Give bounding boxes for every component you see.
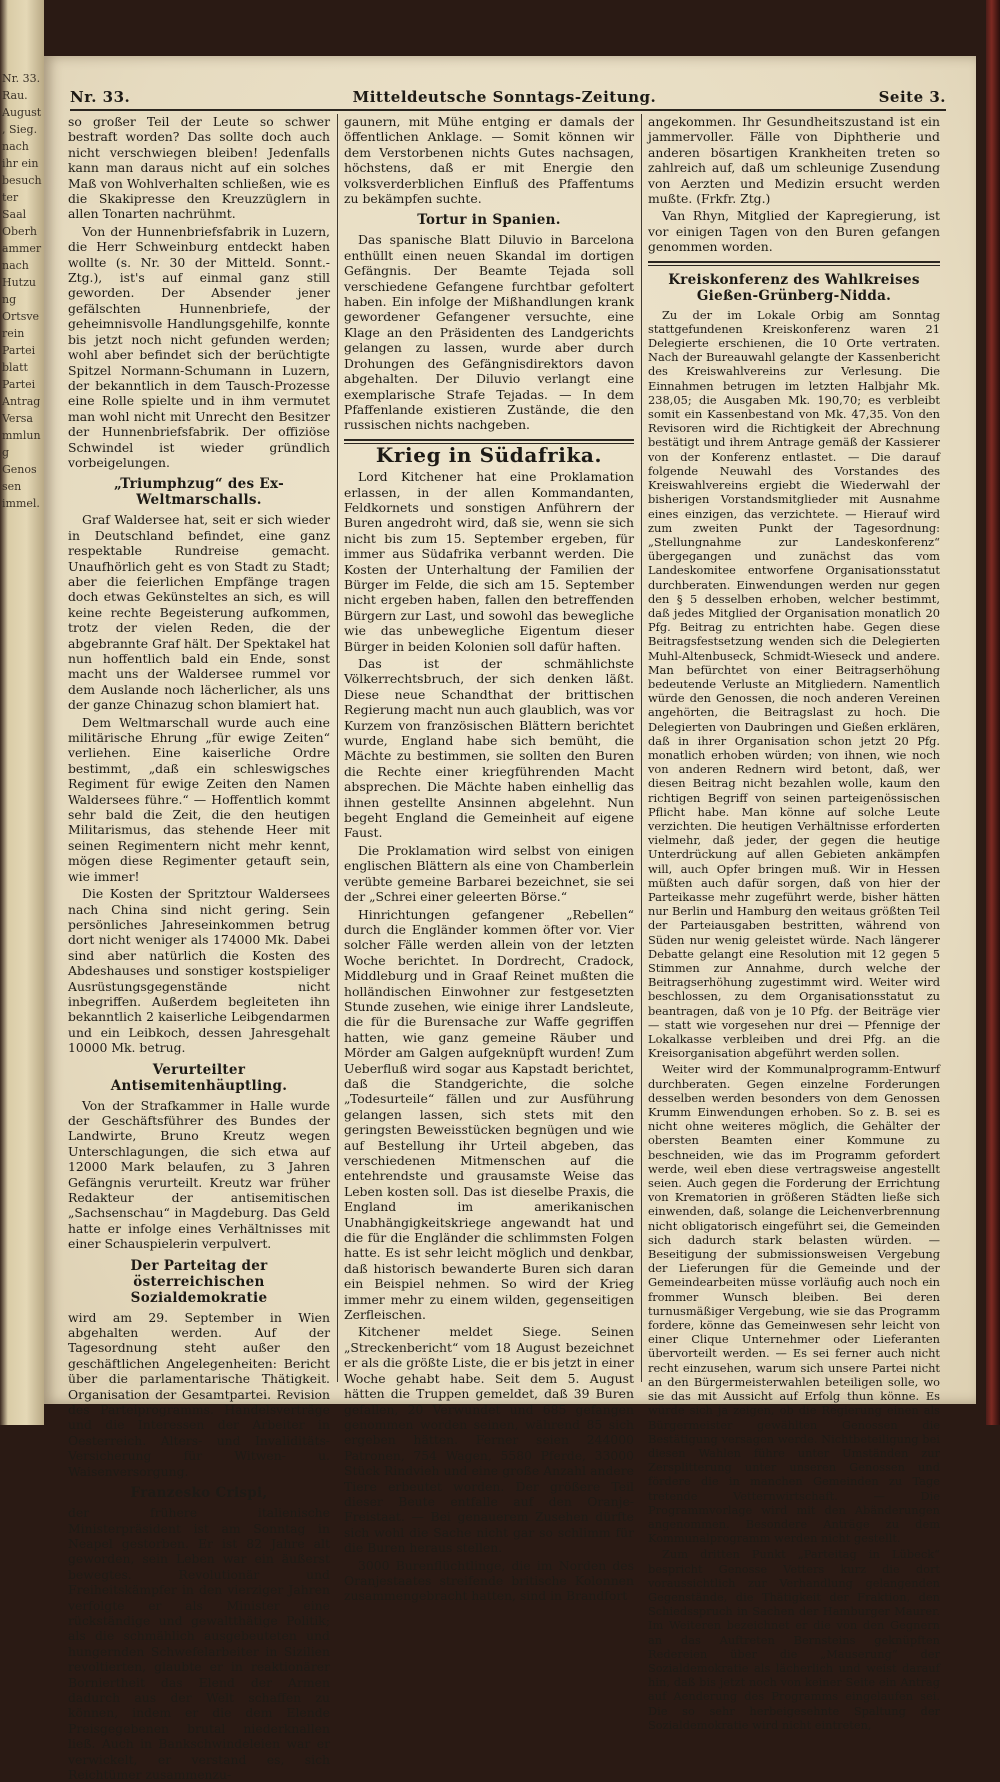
page-header (70, 84, 946, 111)
article-paragraph: Kitchener meldet Siege. Seinen „Streckenbericht“ vom 18 August bezeichnet er als die größte Liste, die er bis jetzt in einer Woche gehabt habe. Seit dem 5. August hätten die Truppen gemeldet, daß 39 Buren gefallen, 20 Verwundet und 685 gefangen genommen worden seinen, während 85 sich ergeben hätten. Ferner seien 244000 Patronen, 754 Wagen, 5580 Pferde, 33000 Stück Rindvieh und eine große Anzahl andere Tiere erbeutet worden. Der größere Teil dieser Beute entfalle auf den Oranje-Freistaat. — Bei genauerem Zusehen dürfte sich wohl die Sache nicht gar so schlimm für die Buren heraus stellen. (344, 1324, 634, 1556)
column-divider (641, 114, 642, 1382)
section-rule (648, 265, 940, 266)
article-paragraph: Hinrichtungen gefangener „Rebellen“ durch die Engländer kommen öfter vor. Vier solcher Fälle werden allein von der letzten Woche berichtet. In Dordrecht, Cradock, Middleburg und in Graaf Reinet mußten die holländischen Einwohner zur festgesetzten Stunde zusehen, wie einige ihrer Landsleute, die für die Burensache zur Waffe gegriffen hatten, wie ganz gemeine Räuber und Mörder am Galgen aufgeknüpft wurden! Zum Ueberfluß wird sogar aus Kapstadt berichtet, daß die Standgerichte, die solche „Todesurteile“ fällen und zur Ausführung gelangen lassen, sich stets mit den geringsten Beweisstücken begnügen und wie auf Bestellung ihr Urteil abgeben, das verschiedenen Mitmenschen auf die entehrendste und grausamste Weise das Leben kosten soll. Das ist dieselbe Praxis, die England im amerikanischen Unabhängigkeitskriege angewandt hat und die für die Engländer die schlimmsten Folgen hatte. Es ist sehr leicht möglich und denkbar, daß historisch bewanderte Buren sich daran ein Beispiel nehmen. So wird der Krieg immer mehr zu einem wilden, gegenseitigen Zerfleischen. (344, 906, 634, 1323)
section-heading: Kreiskonferenz des Wahlkreises Gießen-Grünberg-Nidda. (668, 271, 920, 304)
article-heading: Tortur in Spanien. (417, 212, 561, 229)
section-rule (648, 261, 940, 263)
article-heading: „Triumphzug“ des Ex-Weltmarschalls. (113, 476, 285, 509)
article-paragraph: 3000 Burenflüchtlinge, die im Norden des Oranjestaates streifende britische Kolonnen zusammengebracht hatten, sind in Brandfort (344, 1557, 634, 1604)
article-paragraph: Das spanische Blatt Diluvio in Barcelona enthüllt einen neuen Skandal im dortigen Gefängnis. Der Beamte Tejada soll verschiedene Gefangene furchtbar gefoltert haben. Ein infolge der Mißhandlungen krank gewordener Gefangener versuchte, eine Klage an den Präsidenten des Landgerichts gelangen zu lassen, wurde aber durch Drohungen des Gefängnisdirektors davon abgehalten. Der Diluvio verlangt eine exemplarische Strafe Tejadas. — In dem Pfaffenlande existieren Zustände, die den russischen nichts nachgeben. (344, 232, 634, 433)
column-3 (648, 114, 940, 1732)
article-paragraph: Von der Hunnenbriefsfabrik in Luzern, die Herr Schweinburg entdeckt haben wollte (s. Nr. 30 der Mitteld. Sonnt.-Ztg.), ist's auf einmal ganz still geworden. Der Absender jener gefälschten Hunnenbriefe, der geheimnisvolle Handlungsgehilfe, konnte bis jetzt noch nicht gefunden werden; wohl aber befindet sich der berüchtigte Spitzel Normann-Schumann in Luzern, der bekanntlich in dem Tausch-Prozesse eine Rolle spielte und in ihm vermutet man wohl nicht mit Unrecht den Besitzer der Hunnenbriefsfabrik. Der offiziöse Schwindel ist wieder gründlich vorbeigelungen. (68, 223, 330, 470)
column-2 (344, 114, 634, 1604)
article-paragraph: gaunern, mit Mühe entging er damals der öffentlichen Anklage. — Somit können wir dem Verstorbenen nichts Gutes nachsagen, höchstens, daß er mit Energie den volksverderblichen Einfluß des Pfaffentums zu bekämpfen suchte. (344, 114, 634, 207)
column-divider (337, 114, 338, 1382)
article-paragraph: Die Kosten der Spritztour Waldersees nach China sind nicht gering. Sein persönliches Jahreseinkommen betrug dort nicht weniger als 174000 Mk. Dabei sind aber natürlich die Kosten des Abdeshauses und sonstiger kostspieliger Ausrüstungsgegenstände nicht inbegriffen. Außerdem begleiteten ihn bekanntlich 2 kaiserliche Leibgendarmen und ein Leibkoch, dessen Jahresgehalt 10000 Mk. betrug. (68, 886, 330, 1056)
article-paragraph: Dem Weltmarschall wurde auch eine militärische Ehrung „für ewige Zeiten“ verliehen. Eine kaiserliche Ordre bestimmt, „daß ein schleswigsches Regiment für ewige Zeiten den Namen Waldersees führe.“ — Hoffentlich kommt sehr bald die Zeit, die den heutigen Militarismus, das stehende Heer mit seinen Regimentern nicht mehr kennt, mögen diese Regimenter getauft sein, wie immer! (68, 714, 330, 884)
article-paragraph: Von der Strafkammer in Halle wurde der Geschäftsführer des Bundes der Landwirte, Bruno Kreutz wegen Unterschlagungen, die sich etwa auf 12000 Mark belaufen, zu 3 Jahren Gefängnis verurteilt. Kreutz war früher Redakteur der antisemitischen „Sachsenschau“ in Magdeburg. Das Geld hatte er infolge eines Verhältnisses mit einer Schauspielerin verpulvert. (68, 1097, 330, 1252)
binding-cover (986, 0, 1000, 1425)
newspaper-title: Mitteldeutsche Sonntags-Zeitung. (352, 88, 657, 106)
adjacent-page-edge (0, 0, 44, 1425)
section-rule (344, 439, 634, 441)
article-paragraph: wird am 29. September in Wien abgehalten werden. Auf der Tagesordnung steht außer den geschäftlichen Angelegenheiten: Bericht über die parlamentarische Thätigkeit. Organisation der Gesamtpartei. Revision des Parteiprogramms. Handelsverträge und die Interessen der Arbeiter in Oesterreich. Alters- und Invaliditäts-Versicherung für Witwen- u. Waisenversorgung. (68, 1309, 330, 1479)
article-heading: Verurteilter Antisemitenhäuptling. (110, 1061, 288, 1094)
issue-number: Nr. 33. (70, 88, 131, 106)
article-paragraph: angekommen. Ihr Gesundheitszustand ist ein jammervoller. Fälle von Diphtherie und anderen bösartigen Krankheiten treten so zahlreich auf, daß um schleunige Zusendung von Aerzten und Medizin ersucht werden mußte. (Frkfr. Ztg.) (648, 114, 940, 207)
column-1 (68, 114, 330, 1782)
article-paragraph: Zum dritten Punkt „Parteitag in Lübeck“ bespricht Genosse Vetters kurz die dort voraussichtlich zur Verhandlung gelangenden Gegenstände, die Thätigkeit der Fraktion, den Schiedsspruch in Sachen der Hamburger Maurer. Im Weiteren bezeichnet er die von den Gegnern an das Auftreten Bernsteins geknüpften Redereien über die „Mauserung“ der Sozialdemokratie als lächerlich und weist darauf hin, daß bis jetzt noch von keiner Seite ein Antrag auf Aenderung des Programms eingelaufen sei. Die so sehr herbeigesehnte Spaltung der Sozialdemokratie wird nicht eintreten, (648, 1547, 940, 1732)
page-number: Seite 3. (878, 88, 946, 106)
article-paragraph: Weiter wird der Kommunalprogramm-Entwurf durchberaten. Gegen einzelne Forderungen desselben werden besonders von dem Genossen Krumm Einwendungen erhoben. So z. B. sei es nicht ohne weiteres möglich, die Gehälter der obersten Beamten einer Kommune zu beschneiden, wie das im Programm gefordert werde, weil eben diese vertragsweise angestellt seien. Auch gegen die Forderung der Errichtung von Krematorien in größeren Städten ließe sich einwenden, daß, solange die Leichenverbrennung nicht obligatorisch eingeführt sei, die Gemeinden sich dadurch stark belasten würden. — Beseitigung der submissionsweisen Vergebung der Lieferungen für die Gemeinde und der Gemeindearbeiten müsse vorläufig auch noch ein frommer Wunsch bleiben. Bei deren turnusmäßiger Vergebung, wie sie das Programm fordere, könne das Gemeinwesen sehr leicht von einer Clique Unternehmer oder Lieferanten übervorteilt werden. — Es sei ferner auch nicht recht einzusehen, warum sich unsere Partei nicht an den Bürgermeisterwahlen beteiligen solle, wo sie das mit Aussicht auf Erfolg thun könne. Es würde sich ja zeigen, ob die Regierung einen als Bürgermeister gewählten Genossen die Bestätigung versagen werde. Nichtbeteiligung bei diesen Wahlen führe unter Umständen zur Zersplitterung unter unseren Genossen und fördere die in manchen Gemeinden zu Tage tretende Vetternwirtschaft. — Die Programmvorlage wird mit den Abänderungen angenommen. Besondere Anträge zu dem Kommunalprogramm werden nicht gestellt. (648, 1062, 940, 1546)
article-paragraph: so großer Teil der Leute so schwer bestraft worden? Das sollte doch auch nicht verschwiegen bleiben! Jedenfalls kann man daraus nicht auf ein solches Maß von Wohlverhalten schließen, wie es die Skakipresse den Kreuzzüglern in allen Tonarten nachrühmt. (68, 114, 330, 222)
newspaper-page (44, 56, 976, 1782)
adjacent-page-text: Nr. 33. Rau. August, Sieg. nach ihr ein besuchter Saal Oberhammer nach Hutzung Ortsverein Parteiblatt Partei Antrag Versammlung Genossen immel. (2, 72, 42, 510)
article-paragraph: Die Proklamation wird selbst von einigen englischen Blättern als eine von Chamberlein verübte gemeine Barbarei bezeichnet, sie sei der „Schrei einer geleerten Börse.“ (344, 842, 634, 905)
article-paragraph: der frühere italienische Ministerpräsident ist am Sonntag in Neapel gestorben. Er ist 82 Jahre alt geworden, sein Leben war ein äußerst bewegtes. Revolutionär und Freiheitskämpfer in den vierziger Jahren verfolgte er als Minister eine rückständige und gewaltthätige Politik; als die schmählich ausgebeuteten und hungernden Schwefelarbeiter in Sizilien revoltierten, glaubte er in reaktionärer Borniertheit das Elend der Armen dadurch aus der Welt schaffen zu können, indem er die dem Elende Preisgegebenen brutal niederknallen ließ. Auch in Bankschwindeleien war er verwickelt, er verstand es, sich Reichtümer zusammenzu- (68, 1505, 330, 1782)
article-paragraph: Zu der im Lokale Orbig am Sonntag stattgefundenen Kreiskonferenz waren 21 Delegierte erschienen, die 10 Orte vertraten. Nach der Bureauwahl gelangte der Kassenbericht des Kreiswahlvereins zur Verlesung. Die Einnahmen betrugen im letzten Halbjahr Mk. 238,05; die Ausgaben Mk. 190,70; es verbleibt somit ein Kassenbestand von Mk. 47,35. Von den Revisoren wird die Richtigkeit der Abrechnung bestätigt und ihrem Antrage gemäß der Kassierer von der Konferenz entlastet. — Die darauf folgende Neuwahl des Vorstandes des Kreiswahlvereins ergiebt die Wiederwahl der bisherigen Vorstandsmitglieder mit Ausnahme eines einzigen, das verzichtete. — Hierauf wird zum zweiten Punkt der Tagesordnung: „Stellungnahme zur Landeskonferenz“ übergegangen und zunächst das vom Landeskomitee entworfene Organisationsstatut durchberaten. Einwendungen werden nur gegen den § 5 desselben erhoben, welcher bestimmt, daß jedes Mitglied der Organisation monatlich 20 Pfg. Beitrag zu entrichten habe. Gegen diese Beitragsfestsetzung wenden sich die Delegierten Muhl-Altenbuseck, Schmidt-Wieseck und andere. Man befürchtet von einer Beitragserhöhung bedeutende Verluste an Mitgliedern. Namentlich würde den Genossen, die noch anderen Vereinen angehörten, die Beitragslast zu hoch. Die Delegierten von Daubringen und Gießen erklären, daß in ihrer Organisation schon jetzt 20 Pfg. monatlich erhoben würden; von ihnen, wie noch von anderen Rednern wird betont, daß, wer diesen Beitrag nicht bezahlen wolle, kaum den richtigen Begriff von seinen parteigenössischen Pflicht habe. Man könne auf solche Leute verzichten. Die heutigen Verhältnisse erforderten vielmehr, daß jeder, der gegen die heutige Unterdrückung auf allen Gebieten ankämpfen will, auch Opfer bringen muß. Wir in Hessen müßten auch dafür sorgen, daß von hier der Parteikasse mehr zugeführt werde, bisher hätten nur Berlin und Hamburg den weitaus größten Teil der Parteiausgaben bestritten, während von Süden nur wenig geleistet würde. Nach längerer Debatte gelangt eine Resolution mit 12 gegen 5 Stimmen zur Annahme, durch welche der Beitragserhöhung zugestimmt wird. Weiter wird beschlossen, zu dem Organisationsstatut zu beantragen, daß von je 10 Pfg. der Beiträge vier — statt wie vorgesehen nur drei — Pfennige der Lokalkasse verbleiben und drei Pfg. an die Kreisorganisation abgeführt werden sollen. (648, 307, 940, 1061)
article-paragraph: Lord Kitchener hat eine Proklamation erlassen, in der allen Kommandanten, Feldkornets und sonstigen Anführern der Buren angedroht wird, daß sie, wenn sie sich nicht bis zum 15. September ergeben, für immer aus Südafrika verbannt werden. Die Kosten der Unterhaltung der Familien der Bürger im Felde, die sich am 15. September nicht ergeben haben, fallen den betreffenden Bürgern zur Last, und sowohl das bewegliche wie das unbewegliche Eigentum dieser Bürger in beiden Kolonien soll dafür haften. (344, 469, 634, 654)
article-paragraph: Das ist der schmählichste Völkerrechtsbruch, der sich denken läßt. Diese neue Schandthat der brittischen Regierung macht nun auch glaublich, was vor Kurzem von französischen Blättern berichtet wurde, England habe sich bemüht, die Mächte zu bestimmen, sie sollten den Buren die Rechte einer kriegführenden Macht absprechen. Die Mächte haben einhellig das ihnen gestellte Ansinnen abgelehnt. Nun begeht England die Gemeinheit auf eigene Faust. (344, 656, 634, 841)
article-heading: Franzesko Crispi, (130, 1485, 268, 1502)
article-paragraph: Graf Waldersee hat, seit er sich wieder in Deutschland befindet, eine ganz respektable Rundreise gemacht. Unaufhörlich geht es von Stadt zu Stadt; aber die feierlichen Empfänge tragen doch etwas Gekünsteltes an sich, es will keine rechte Begeisterung aufkommen, trotz der vielen Reden, die der abgebrannte Graf hält. Der Spektakel hat nun hoffentlich bald ein Ende, sonst macht uns der Waldersee rummel vor dem Auslande noch lächerlicher, als uns der ganze Chinazug schon blamiert hat. (68, 512, 330, 713)
article-heading: Der Parteitag der österreichischen Sozialdemokratie (130, 1257, 268, 1306)
section-heading: Krieg in Südafrika. (375, 442, 603, 467)
article-paragraph: Van Rhyn, Mitglied der Kapregierung, ist vor einigen Tagen von den Buren gefangen genommen worden. (648, 208, 940, 255)
